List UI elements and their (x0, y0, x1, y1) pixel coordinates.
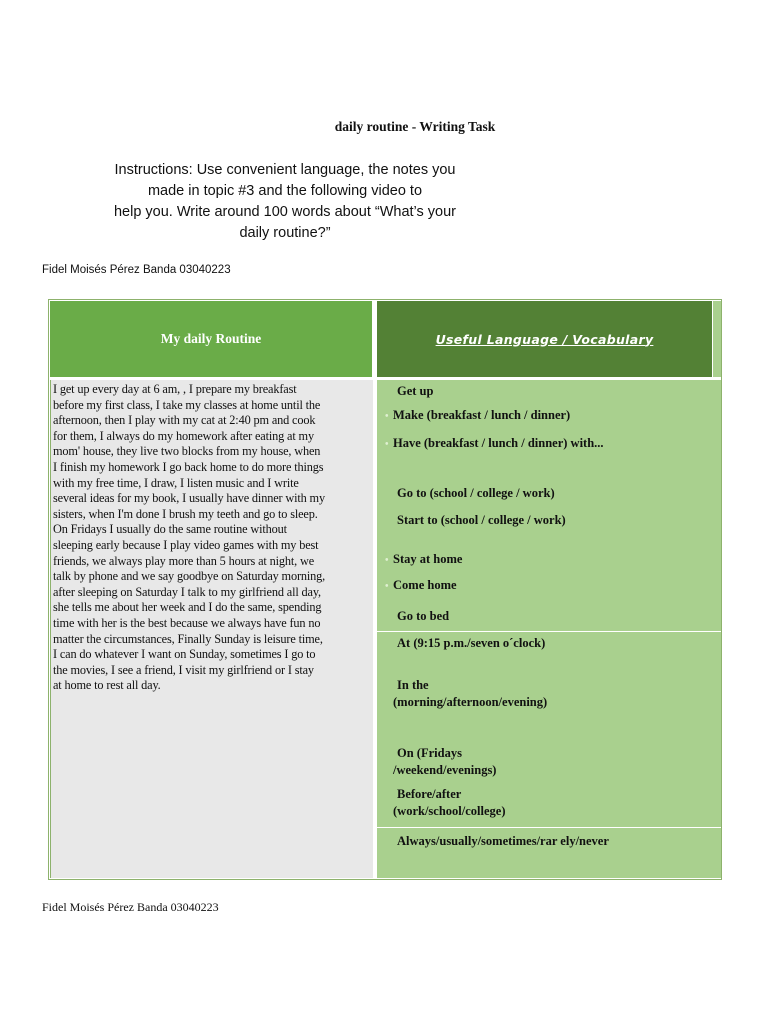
routine-line: she tells me about her week and I do the same, spending (53, 600, 322, 615)
vocab-text: Get up (397, 384, 434, 398)
vocab-item (385, 577, 457, 595)
routine-line: the movies, I see a friend, I visit my girlfriend or I stay (53, 662, 314, 677)
vocab-item (385, 635, 545, 652)
routine-line: at home to rest all day. (53, 678, 161, 693)
vocab-text: Have (breakfast / lunch / dinner) with... (393, 436, 604, 450)
routine-line: time with her is the best because we always have fun no (53, 615, 321, 630)
vocab-text: On (Fridays (397, 746, 462, 760)
routine-line: mom' house, they live two blocks from my house, when (53, 444, 321, 459)
vocab-text: At (9:15 p.m./seven o´clock) (397, 636, 546, 650)
header-useful-language: Useful Language / Vocabulary (377, 301, 712, 377)
row-separator (377, 827, 721, 828)
routine-line: sisters, when I'm done I brush my teeth and go to sleep. (53, 506, 318, 521)
vocabulary-cell (377, 380, 721, 878)
routine-line: with my free time, I draw, I listen music and I write (53, 475, 299, 490)
vocab-item (385, 833, 609, 850)
routine-table (48, 299, 722, 880)
vocab-item (385, 512, 566, 529)
vocab-item (385, 677, 547, 711)
routine-line: On Fridays I usually do the same routine without (53, 522, 287, 537)
routine-line: for them, I always do my homework after eating at my (53, 428, 314, 443)
vocab-text: Before/after (397, 787, 462, 801)
vocab-item (385, 745, 496, 779)
routine-line: friends, we always play more than 5 hours at night, we (53, 553, 314, 568)
instructions-line: made in topic #3 and the following video to (147, 183, 423, 199)
vocab-text: (morning/afternoon/evening) (393, 695, 548, 709)
dot-icon: • (385, 581, 389, 592)
routine-line: sleeping early because I play video games with my best (53, 537, 319, 552)
vocab-item (385, 551, 462, 569)
routine-line: several ideas for my book, I usually have dinner with my (53, 491, 325, 506)
routine-line: afternoon, then I play with my cat at 2:40 pm and cook (53, 413, 316, 428)
routine-line: matter the circumstances, Finally Sunday is leisure time, (53, 631, 323, 646)
vocab-text: /weekend/evenings) (393, 763, 497, 777)
header-edge (713, 301, 721, 377)
vocab-item (385, 435, 604, 453)
vocab-item (385, 407, 570, 425)
vocab-item (385, 485, 555, 502)
instructions-line: daily routine?” (239, 225, 331, 241)
routine-line: after sleeping on Saturday I talk to my girlfriend all day, (53, 584, 321, 599)
routine-line: I finish my homework I go back home to do more things (53, 459, 324, 474)
vocab-text: Always/usually/sometimes/rar ely/never (397, 834, 609, 848)
routine-text (51, 380, 373, 694)
dot-icon: • (385, 411, 389, 422)
vocab-text: Make (breakfast / lunch / dinner) (393, 408, 571, 422)
author-bottom: Fidel Moisés Pérez Banda 03040223 (42, 900, 219, 914)
column-divider (374, 300, 376, 879)
vocab-text: Stay at home (393, 552, 463, 566)
instructions-line: Instructions: Use convenient language, the notes you (114, 162, 456, 178)
vocab-text: Come home (393, 578, 457, 592)
routine-line: I get up every day at 6 am, , I prepare my breakfast (53, 382, 297, 396)
vocab-text: (work/school/college) (393, 804, 506, 818)
routine-line: talk by phone and we say goodbye on Saturday morning, (53, 569, 326, 584)
vocab-text: In the (397, 678, 429, 692)
routine-line: I can do whatever I want on Sunday, sometimes I go to (53, 647, 316, 662)
instructions (95, 160, 475, 244)
instructions-line: help you. Write around 100 words about “What’s your (113, 204, 456, 220)
routine-line: before my first class, I take my classes at home until the (53, 397, 321, 412)
dot-icon: • (385, 555, 389, 566)
vocab-text: Go to (school / college / work) (397, 486, 555, 500)
document-title: daily routine - Writing Task (334, 119, 496, 134)
routine-cell (50, 380, 373, 878)
vocab-item (385, 608, 449, 625)
vocab-text: Start to (school / college / work) (397, 513, 566, 527)
header-my-daily-routine: My daily Routine (50, 301, 372, 377)
row-separator (377, 631, 721, 632)
author-top: Fidel Moisés Pérez Banda 03040223 (42, 264, 231, 276)
dot-icon: • (385, 439, 389, 450)
vocab-text: Go to bed (397, 609, 450, 623)
vocab-item (385, 786, 505, 820)
vocab-item (385, 383, 433, 400)
